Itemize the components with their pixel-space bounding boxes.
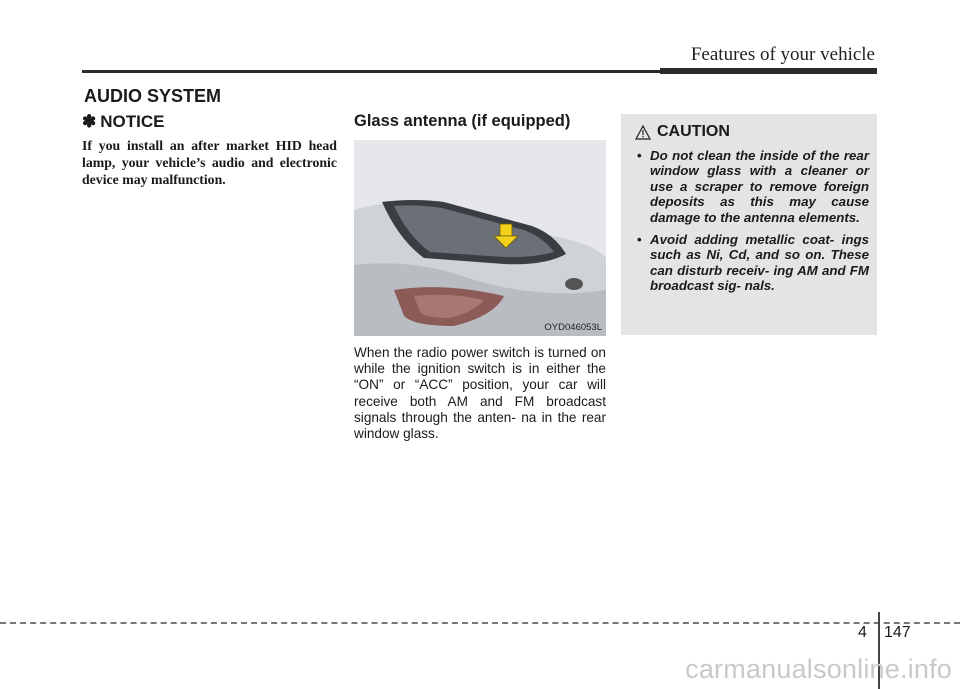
figure-code: OYD046053L: [544, 322, 602, 333]
glass-antenna-title: Glass antenna (if equipped): [354, 112, 571, 130]
caution-item: • Do not clean the inside of the rear window glass with a cleaner or use a scraper to remove foreign deposits as this may cause damage to the antenna elements.: [637, 148, 869, 225]
notice-title: NOTICE: [100, 112, 165, 131]
caution-title: CAUTION: [657, 123, 730, 140]
car-rear-illustration: [354, 140, 606, 336]
caution-item-text: Avoid adding metallic coat- ings such as Ni, Cd, and so on. These can disturb receiv- ing AM and FM broadcast sig- nals.: [650, 232, 869, 294]
caution-item: • Avoid adding metallic coat- ings such as Ni, Cd, and so on. These can disturb receiv- ing AM and FM broadcast sig- nals.: [637, 232, 869, 294]
notice-star-icon: ✽: [82, 112, 97, 131]
section-title: AUDIO SYSTEM: [84, 86, 222, 106]
caution-box: [621, 114, 877, 335]
rear-window-figure: [354, 140, 606, 336]
chapter-number: 4: [858, 624, 867, 641]
caution-item-text: Do not clean the inside of the rear window glass with a cleaner or use a scraper to remove foreign deposits as this may cause damage to the antenna elements.: [650, 148, 869, 225]
watermark: carmanualsonline.info: [685, 654, 952, 684]
glass-antenna-body: When the radio power switch is turned on while the ignition switch is in either the “ON” or “ACC” position, your car will receive both AM and FM broadcast signals through the anten- na in the rear window glass.: [354, 345, 606, 442]
emblem-icon: [565, 278, 583, 290]
footer-rule: [0, 622, 960, 624]
page-number: 147: [884, 624, 911, 641]
notice-heading: [82, 112, 164, 132]
caution-heading: [635, 123, 730, 141]
header-rule-accent: [660, 68, 877, 74]
page-header-title: Features of your vehicle: [690, 44, 875, 65]
notice-body: If you install an after market HID head lamp, your vehicle’s audio and electronic device may malfunction.: [82, 138, 337, 187]
caution-list: [631, 148, 869, 301]
warning-triangle-icon: [635, 125, 651, 140]
